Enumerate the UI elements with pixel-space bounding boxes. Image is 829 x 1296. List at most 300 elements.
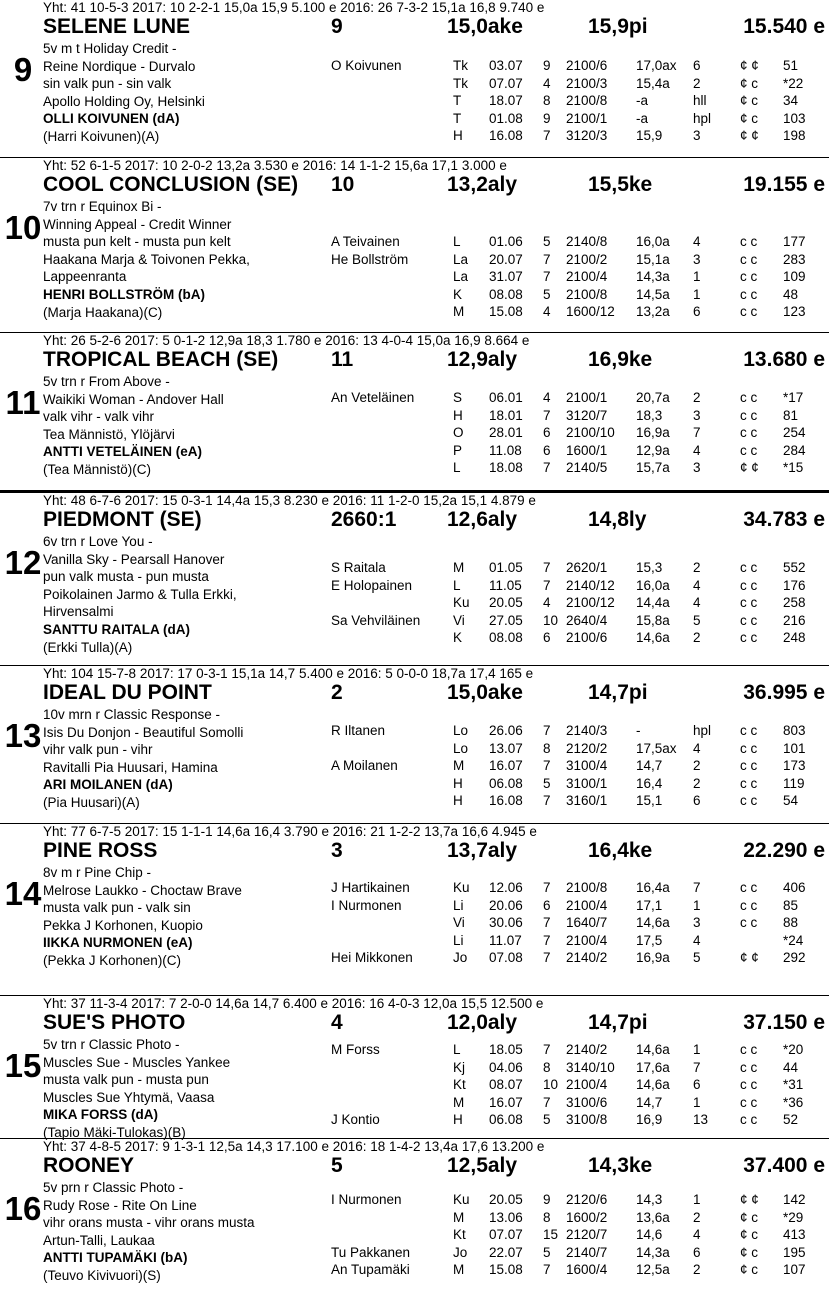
run-time: 14,6a bbox=[636, 915, 670, 931]
run-time: 15,1a bbox=[636, 251, 670, 267]
run-shoes: ¢ c bbox=[740, 1262, 759, 1278]
run-post: 8 bbox=[543, 1059, 551, 1075]
run-placing: 4 bbox=[693, 1227, 701, 1243]
run-placing: 6 bbox=[693, 58, 701, 73]
run-shoes: c c bbox=[740, 1077, 758, 1093]
record-best: 12,6aly bbox=[447, 508, 518, 531]
run-shoes: c c bbox=[740, 304, 758, 320]
run-odds: 54 bbox=[783, 793, 799, 809]
career-stats-line: Yht: 37 11-3-4 2017: 7 2-0-0 14,6a 14,7 6.400 e 2016: 16 4-0-3 12,0a 15,5 12.500 e bbox=[43, 996, 544, 1011]
info-line: musta valk pun - musta pun bbox=[43, 1072, 209, 1088]
run-post: 7 bbox=[543, 460, 551, 476]
run-placing: 2 bbox=[693, 775, 701, 791]
run-distance: 3100/8 bbox=[566, 1112, 608, 1128]
run-distance: 1600/1 bbox=[566, 442, 608, 458]
run-odds: 101 bbox=[783, 740, 806, 756]
run-distance: 2100/6 bbox=[566, 58, 608, 73]
start-position: 2660:1 bbox=[331, 508, 397, 531]
info-line: Winning Appeal - Credit Winner bbox=[43, 216, 232, 232]
run-shoes: c c bbox=[740, 1042, 758, 1057]
info-line: Muscles Sue Yhtymä, Vaasa bbox=[43, 1089, 215, 1105]
run-placing: 4 bbox=[693, 932, 701, 948]
run-date: 13.07 bbox=[489, 740, 523, 756]
info-line: Pekka J Korhonen, Kuopio bbox=[43, 917, 203, 933]
run-odds: 176 bbox=[783, 577, 806, 593]
run-track: Lo bbox=[453, 740, 469, 756]
record-best: 13,7aly bbox=[447, 839, 518, 862]
run-distance: 2140/8 bbox=[566, 234, 608, 249]
run-distance: 2100/4 bbox=[566, 932, 608, 948]
run-placing: 2 bbox=[693, 75, 701, 91]
info-line: Reine Nordique - Durvalo bbox=[43, 58, 196, 74]
total-earnings: 15.540 e bbox=[743, 15, 825, 38]
run-date: 18.01 bbox=[489, 407, 523, 423]
run-track: L bbox=[453, 234, 461, 249]
run-placing: 3 bbox=[693, 251, 701, 267]
run-track: M bbox=[453, 758, 465, 774]
run-time: -a bbox=[636, 93, 649, 109]
driver-name: SANTTU RAITALA (dA) bbox=[43, 621, 190, 637]
run-track: La bbox=[453, 269, 469, 285]
run-distance: 2100/8 bbox=[566, 286, 608, 302]
run-distance: 2140/3 bbox=[566, 723, 608, 738]
run-date: 31.07 bbox=[489, 269, 523, 285]
run-shoes: c c bbox=[740, 1112, 758, 1128]
horse-name: COOL CONCLUSION (SE) bbox=[43, 173, 299, 196]
run-post: 10 bbox=[543, 612, 559, 628]
run-post: 7 bbox=[543, 560, 551, 575]
run-distance: 2640/4 bbox=[566, 612, 608, 628]
program-number: 9 bbox=[13, 51, 33, 88]
run-distance: 2140/2 bbox=[566, 1042, 608, 1057]
driver-name: ANTTI TUPAMÄKI (bA) bbox=[43, 1250, 188, 1266]
info-line: Artun-Talli, Laukaa bbox=[43, 1232, 155, 1248]
run-track: Ku bbox=[453, 595, 470, 611]
run-distance: 2100/1 bbox=[566, 110, 608, 126]
run-placing: 2 bbox=[693, 630, 701, 646]
run-time: 15,8a bbox=[636, 612, 670, 628]
run-post: 7 bbox=[543, 758, 551, 774]
run-shoes: c c bbox=[740, 775, 758, 791]
run-date: 20.05 bbox=[489, 595, 523, 611]
run-placing: 7 bbox=[693, 880, 701, 895]
trainer-name: (Marja Haakana)(C) bbox=[43, 304, 163, 320]
info-line: 6v trn r Love You - bbox=[43, 534, 153, 549]
run-distance: 1600/4 bbox=[566, 1262, 608, 1278]
horse-name: SUE'S PHOTO bbox=[43, 1011, 186, 1034]
run-track: Kt bbox=[453, 1077, 466, 1093]
run-post: 8 bbox=[543, 740, 551, 756]
run-time: 16,9a bbox=[636, 425, 670, 441]
run-distance: 2140/2 bbox=[566, 950, 608, 966]
run-distance: 3100/1 bbox=[566, 775, 608, 791]
horse-entry bbox=[0, 332, 829, 490]
run-shoes: c c bbox=[740, 251, 758, 267]
run-distance: 3120/3 bbox=[566, 128, 608, 144]
history-driver: A Teivainen bbox=[331, 234, 400, 249]
run-distance: 2100/6 bbox=[566, 630, 608, 646]
run-date: 12.06 bbox=[489, 880, 523, 895]
run-time: 16,0a bbox=[636, 577, 670, 593]
run-odds: 85 bbox=[783, 897, 799, 913]
run-track: K bbox=[453, 630, 463, 646]
run-time: 14,6 bbox=[636, 1227, 663, 1243]
info-line: pun valk musta - pun musta bbox=[43, 569, 209, 585]
run-date: 03.07 bbox=[489, 58, 523, 73]
run-date: 30.06 bbox=[489, 915, 523, 931]
run-distance: 1640/7 bbox=[566, 915, 608, 931]
run-placing: 2 bbox=[693, 390, 701, 405]
info-line: Hirvensalmi bbox=[43, 604, 114, 620]
run-distance: 2100/4 bbox=[566, 269, 608, 285]
run-shoes: c c bbox=[740, 897, 758, 913]
program-number: 15 bbox=[4, 1047, 42, 1084]
run-odds: 216 bbox=[783, 612, 806, 628]
record-best: 15,0ake bbox=[447, 681, 523, 704]
program-number: 14 bbox=[4, 875, 42, 912]
run-distance: 3100/4 bbox=[566, 758, 608, 774]
horse-info bbox=[43, 864, 242, 970]
run-odds: 142 bbox=[783, 1192, 806, 1207]
total-earnings: 36.995 e bbox=[743, 681, 825, 704]
info-line: Poikolainen Jarmo & Tulla Erkki, bbox=[43, 586, 237, 602]
run-distance: 3160/1 bbox=[566, 793, 608, 809]
run-shoes: c c bbox=[740, 758, 758, 774]
run-distance: 2620/1 bbox=[566, 560, 608, 575]
run-post: 7 bbox=[543, 915, 551, 931]
driver-name: OLLI KOIVUNEN (dA) bbox=[43, 111, 180, 127]
run-track: M bbox=[453, 1262, 465, 1278]
run-track: M bbox=[453, 304, 465, 320]
run-time: 17,6a bbox=[636, 1059, 670, 1075]
run-track: P bbox=[453, 442, 463, 458]
run-shoes: ¢ c bbox=[740, 93, 759, 109]
run-post: 5 bbox=[543, 775, 551, 791]
trainer-name: (Erkki Tulla)(A) bbox=[43, 639, 133, 655]
program-number: 12 bbox=[4, 544, 42, 581]
run-shoes: c c bbox=[740, 880, 758, 895]
horse-info bbox=[43, 1179, 255, 1285]
run-post: 9 bbox=[543, 58, 551, 73]
run-shoes: c c bbox=[740, 595, 758, 611]
run-date: 06.01 bbox=[489, 390, 523, 405]
career-stats-line: Yht: 52 6-1-5 2017: 10 2-0-2 13,2a 3.530 e 2016: 14 1-1-2 15,6a 17,1 3.000 e bbox=[43, 158, 507, 173]
run-placing: 2 bbox=[693, 560, 701, 575]
run-odds: 48 bbox=[783, 286, 799, 302]
history-driver: R Iltanen bbox=[331, 723, 386, 738]
history-driver: J Kontio bbox=[331, 1112, 380, 1128]
run-post: 7 bbox=[543, 793, 551, 809]
run-shoes: ¢ c bbox=[740, 75, 759, 91]
run-track: L bbox=[453, 577, 461, 593]
run-odds: 248 bbox=[783, 630, 806, 646]
run-odds: 123 bbox=[783, 304, 806, 320]
run-distance: 3100/6 bbox=[566, 1094, 608, 1110]
info-line: valk vihr - valk vihr bbox=[43, 409, 155, 425]
run-post: 7 bbox=[543, 128, 551, 144]
info-line: vihr valk pun - vihr bbox=[43, 742, 153, 758]
career-stats-line: Yht: 48 6-7-6 2017: 15 0-3-1 14,4a 15,3 8.230 e 2016: 11 1-2-0 15,2a 15,1 4.879 e bbox=[43, 493, 536, 508]
run-time: 13,6a bbox=[636, 1209, 670, 1225]
run-post: 5 bbox=[543, 234, 551, 249]
run-time: 20,7a bbox=[636, 390, 670, 405]
run-time: 17,0ax bbox=[636, 58, 677, 73]
run-odds: 254 bbox=[783, 425, 806, 441]
run-shoes: ¢ ¢ bbox=[740, 950, 759, 966]
career-stats-line: Yht: 37 4-8-5 2017: 9 1-3-1 12,5a 14,3 17.100 e 2016: 18 1-4-2 13,4a 17,6 13.200 e bbox=[43, 1139, 545, 1154]
run-post: 9 bbox=[543, 110, 551, 126]
run-placing: hpl bbox=[693, 110, 712, 126]
run-date: 15.08 bbox=[489, 1262, 523, 1278]
run-track: Vi bbox=[453, 612, 465, 628]
horse-entry bbox=[0, 665, 829, 823]
run-time: 16,4a bbox=[636, 880, 670, 895]
record-auto: 14,7pi bbox=[588, 1011, 648, 1034]
run-time: 14,3 bbox=[636, 1192, 663, 1207]
run-placing: 1 bbox=[693, 1042, 701, 1057]
run-odds: 119 bbox=[783, 775, 805, 791]
start-position: 5 bbox=[331, 1154, 343, 1177]
run-shoes: c c bbox=[740, 1094, 758, 1110]
run-odds: 173 bbox=[783, 758, 806, 774]
start-position: 10 bbox=[331, 173, 355, 196]
horse-info bbox=[43, 198, 250, 321]
trainer-name: (Pekka J Korhonen)(C) bbox=[43, 952, 182, 968]
run-time: 14,3a bbox=[636, 269, 670, 285]
run-post: 7 bbox=[543, 880, 551, 895]
run-date: 16.07 bbox=[489, 1094, 523, 1110]
run-distance: 2100/8 bbox=[566, 880, 608, 895]
run-odds: 103 bbox=[783, 110, 806, 126]
run-placing: 4 bbox=[693, 595, 701, 611]
run-post: 7 bbox=[543, 723, 551, 738]
run-placing: 6 bbox=[693, 1077, 701, 1093]
run-track: Jo bbox=[453, 950, 468, 966]
run-odds: *20 bbox=[783, 1042, 804, 1057]
run-odds: 51 bbox=[783, 58, 799, 73]
run-time: - bbox=[636, 723, 641, 738]
run-post: 6 bbox=[543, 630, 551, 646]
run-post: 10 bbox=[543, 1077, 559, 1093]
program-number: 13 bbox=[4, 717, 42, 754]
run-distance: 2140/7 bbox=[566, 1244, 608, 1260]
info-line: Melrose Laukko - Choctaw Brave bbox=[43, 882, 242, 898]
total-earnings: 34.783 e bbox=[743, 508, 825, 531]
run-shoes: ¢ c bbox=[740, 1227, 759, 1243]
run-shoes: c c bbox=[740, 612, 758, 628]
career-stats-line: Yht: 104 15-7-8 2017: 17 0-3-1 15,1a 14,7 5.400 e 2016: 5 0-0-0 18,7a 17,4 165 e bbox=[43, 666, 534, 681]
info-line: musta valk pun - valk sin bbox=[43, 900, 191, 916]
run-post: 4 bbox=[543, 595, 551, 611]
run-shoes: c c bbox=[740, 915, 758, 931]
run-odds: *24 bbox=[783, 932, 804, 948]
run-track: T bbox=[453, 93, 462, 109]
run-shoes: ¢ c bbox=[740, 1244, 759, 1260]
run-date: 18.08 bbox=[489, 460, 523, 476]
run-shoes: c c bbox=[740, 630, 758, 646]
info-line: Waikiki Woman - Andover Hall bbox=[43, 391, 224, 407]
run-time: 14,6a bbox=[636, 1077, 670, 1093]
run-odds: 198 bbox=[783, 128, 806, 144]
info-line: 7v trn r Equinox Bi - bbox=[43, 199, 162, 214]
run-shoes: ¢ c bbox=[740, 110, 759, 126]
record-best: 12,9aly bbox=[447, 348, 518, 371]
run-distance: 2120/7 bbox=[566, 1227, 608, 1243]
info-line: 5v trn r From Above - bbox=[43, 374, 170, 389]
run-shoes: c c bbox=[740, 269, 758, 285]
run-odds: 284 bbox=[783, 442, 806, 458]
run-placing: 5 bbox=[693, 612, 701, 628]
run-track: H bbox=[453, 128, 463, 144]
run-shoes: ¢ ¢ bbox=[740, 460, 759, 476]
run-odds: *29 bbox=[783, 1209, 804, 1225]
run-post: 7 bbox=[543, 932, 551, 948]
run-odds: 195 bbox=[783, 1244, 806, 1260]
run-time: 15,3 bbox=[636, 560, 663, 575]
history-driver: M Forss bbox=[331, 1042, 380, 1057]
run-post: 5 bbox=[543, 286, 551, 302]
record-best: 12,5aly bbox=[447, 1154, 518, 1177]
run-date: 08.07 bbox=[489, 1077, 523, 1093]
run-shoes: c c bbox=[740, 1059, 758, 1075]
run-odds: 283 bbox=[783, 251, 806, 267]
history-driver: Sa Vehviläinen bbox=[331, 612, 421, 628]
total-earnings: 13.680 e bbox=[743, 348, 825, 371]
run-placing: 7 bbox=[693, 425, 701, 441]
history-driver: Tu Pakkanen bbox=[331, 1244, 411, 1260]
run-track: Li bbox=[453, 897, 464, 913]
run-odds: *17 bbox=[783, 390, 804, 405]
run-shoes: c c bbox=[740, 286, 758, 302]
info-line: Rudy Rose - Rite On Line bbox=[43, 1197, 197, 1213]
run-date: 11.08 bbox=[489, 442, 522, 458]
run-post: 15 bbox=[543, 1227, 559, 1243]
run-post: 8 bbox=[543, 93, 551, 109]
run-post: 7 bbox=[543, 1042, 551, 1057]
run-placing: 6 bbox=[693, 304, 701, 320]
horse-info bbox=[43, 373, 224, 479]
history-driver: He Bollström bbox=[331, 251, 409, 267]
run-time: 15,9 bbox=[636, 128, 663, 144]
run-odds: 803 bbox=[783, 723, 806, 738]
run-date: 20.05 bbox=[489, 1192, 523, 1207]
run-time: 18,3 bbox=[636, 407, 663, 423]
run-date: 16.08 bbox=[489, 128, 523, 144]
history-driver: I Nurmonen bbox=[331, 897, 402, 913]
run-date: 22.07 bbox=[489, 1244, 523, 1260]
run-odds: *15 bbox=[783, 460, 804, 476]
run-placing: 5 bbox=[693, 950, 701, 966]
run-shoes: c c bbox=[740, 740, 758, 756]
run-track: T bbox=[453, 110, 462, 126]
run-date: 04.06 bbox=[489, 1059, 523, 1075]
horse-name: PINE ROSS bbox=[43, 839, 158, 862]
run-distance: 2100/1 bbox=[566, 390, 608, 405]
program-number: 10 bbox=[4, 209, 42, 246]
program-number: 11 bbox=[5, 384, 41, 421]
run-time: 14,6a bbox=[636, 630, 670, 646]
start-position: 3 bbox=[331, 839, 343, 862]
run-date: 13.06 bbox=[489, 1209, 523, 1225]
info-line: Muscles Sue - Muscles Yankee bbox=[43, 1054, 231, 1070]
history-driver: S Raitala bbox=[331, 560, 386, 575]
run-track: M bbox=[453, 1094, 465, 1110]
run-odds: 292 bbox=[783, 950, 806, 966]
info-line: sin valk pun - sin valk bbox=[43, 76, 172, 92]
run-date: 16.07 bbox=[489, 758, 523, 774]
record-auto: 16,4ke bbox=[588, 839, 653, 862]
run-time: 16,9a bbox=[636, 950, 670, 966]
run-odds: 552 bbox=[783, 560, 806, 575]
run-track: H bbox=[453, 775, 463, 791]
run-post: 8 bbox=[543, 1209, 551, 1225]
run-placing: 2 bbox=[693, 758, 701, 774]
driver-name: MIKA FORSS (dA) bbox=[43, 1107, 158, 1123]
horse-name: ROONEY bbox=[43, 1154, 135, 1177]
run-distance: 1600/12 bbox=[566, 304, 615, 320]
run-date: 28.01 bbox=[489, 425, 523, 441]
run-track: Kt bbox=[453, 1227, 466, 1243]
run-track: M bbox=[453, 560, 465, 575]
run-distance: 2140/5 bbox=[566, 460, 608, 476]
run-date: 01.06 bbox=[489, 234, 523, 249]
history-driver: An Tupamäki bbox=[331, 1262, 410, 1278]
run-track: Jo bbox=[453, 1244, 468, 1260]
horse-entry bbox=[0, 490, 829, 665]
run-placing: hll bbox=[693, 93, 707, 109]
run-date: 07.07 bbox=[489, 75, 523, 91]
run-placing: 1 bbox=[693, 269, 701, 285]
run-date: 16.08 bbox=[489, 793, 523, 809]
trainer-name: (Tea Männistö)(C) bbox=[43, 461, 152, 477]
run-odds: 107 bbox=[783, 1262, 806, 1278]
run-time: 14,6a bbox=[636, 1042, 670, 1057]
run-distance: 2100/12 bbox=[566, 595, 615, 611]
history-driver: Hei Mikkonen bbox=[331, 950, 413, 966]
record-auto: 15,5ke bbox=[588, 173, 653, 196]
run-placing: 3 bbox=[693, 915, 701, 931]
run-date: 20.06 bbox=[489, 897, 523, 913]
start-position: 2 bbox=[331, 681, 343, 704]
run-time: 13,2a bbox=[636, 304, 670, 320]
total-earnings: 37.150 e bbox=[743, 1011, 825, 1034]
info-line: Haakana Marja & Toivonen Pekka, bbox=[43, 251, 250, 267]
run-placing: 1 bbox=[693, 1192, 701, 1207]
career-stats-line: Yht: 77 6-7-5 2017: 15 1-1-1 14,6a 16,4 3.790 e 2016: 21 1-2-2 13,7a 16,6 4.945 e bbox=[43, 824, 537, 839]
run-post: 6 bbox=[543, 425, 551, 441]
run-distance: 2120/6 bbox=[566, 1192, 608, 1207]
run-time: 14,4a bbox=[636, 595, 670, 611]
run-date: 11.05 bbox=[489, 577, 522, 593]
horse-info bbox=[43, 1036, 230, 1142]
run-track: L bbox=[453, 1042, 461, 1057]
run-odds: 52 bbox=[783, 1112, 799, 1128]
horse-info bbox=[43, 706, 243, 812]
run-distance: 3120/7 bbox=[566, 407, 608, 423]
run-date: 15.08 bbox=[489, 304, 523, 320]
run-date: 07.08 bbox=[489, 950, 523, 966]
run-placing: 3 bbox=[693, 460, 701, 476]
record-auto: 14,8ly bbox=[588, 508, 647, 531]
run-date: 26.06 bbox=[489, 723, 523, 738]
run-track: Tk bbox=[453, 58, 468, 73]
run-track: M bbox=[453, 1209, 465, 1225]
horse-entry bbox=[0, 0, 829, 157]
run-track: Tk bbox=[453, 75, 468, 91]
run-distance: 3140/10 bbox=[566, 1059, 615, 1075]
info-line: Apollo Holding Oy, Helsinki bbox=[43, 93, 205, 109]
run-track: H bbox=[453, 407, 463, 423]
